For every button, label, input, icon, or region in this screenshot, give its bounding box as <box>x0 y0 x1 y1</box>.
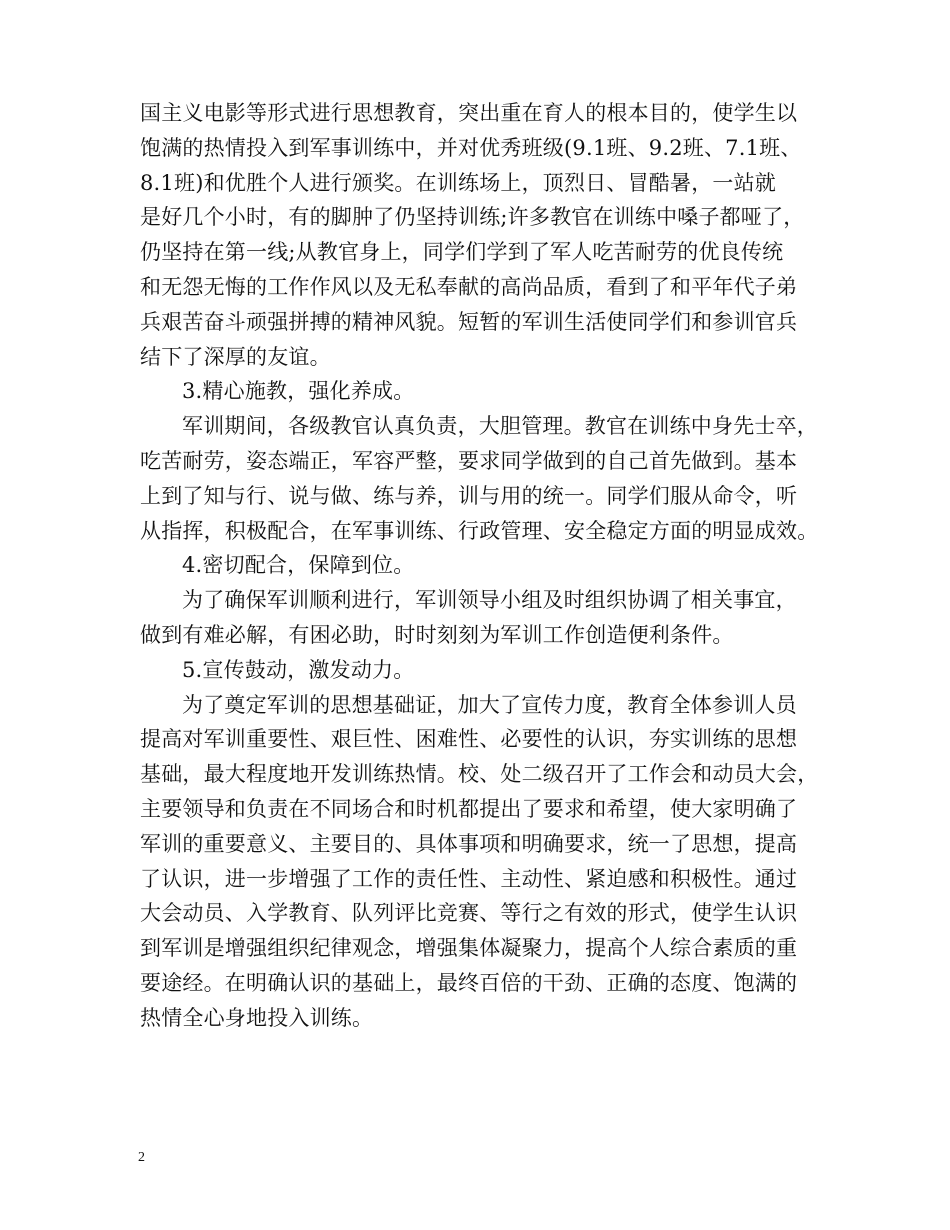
text-line: 到军训是增强组织纪律观念，增强集体凝聚力，提高个人综合素质的重 <box>140 936 798 961</box>
text-line: 军训的重要意义、主要目的、具体事项和明确要求，统一了思想，提高 <box>140 831 798 856</box>
text-line: 国主义电影等形式进行思想教育，突出重在育人的根本目的，使学生以 <box>140 101 798 125</box>
text-line: 8.1班)和优胜个人进行颁奖。在训练场上，顶烈日、冒酷暑，一站就 <box>140 170 776 195</box>
text-line: 了认识，进一步增强了工作的责任性、主动性、紧迫感和积极性。通过 <box>140 866 798 891</box>
text-line: 从指挥，积极配合，在军事训练、行政管理、安全稳定方面的明显成效。 <box>140 518 819 543</box>
text-line: 上到了知与行、说与做、练与养，训与用的统一。同学们服从命令，听 <box>140 483 798 508</box>
body-text <box>140 96 840 1036</box>
text-line: 兵艰苦奋斗顽强拼搏的精神风貌。短暂的军训生活使同学们和参训官兵 <box>140 309 798 334</box>
text-line: 要途经。在明确认识的基础上，最终百倍的干劲、正确的态度、饱满的 <box>140 970 798 995</box>
text-line: 是好几个小时，有的脚肿了仍坚持训练;许多教官在训练中嗓子都哑了， <box>140 205 805 230</box>
text-line: 提高对军训重要性、艰巨性、困难性、必要性的认识，夯实训练的思想 <box>140 727 798 752</box>
text-line: 饱满的热情投入到军事训练中，并对优秀班级(9.1班、9.2班、7.1班、 <box>140 135 802 160</box>
text-line: 主要领导和负责在不同场合和时机都提出了要求和希望，使大家明确了 <box>140 796 798 821</box>
text-line: 5.宣传鼓动，激发动力。 <box>182 657 415 682</box>
text-line: 做到有难必解，有困必助，时时刻刻为军训工作创造便利条件。 <box>140 622 734 647</box>
text-line: 仍坚持在第一线;从教官身上，同学们学到了军人吃苦耐劳的优良传统 <box>140 240 784 265</box>
text-line: 军训期间，各级教官认真负责，大胆管理。教官在训练中身先士卒， <box>182 414 818 439</box>
text-line: 4.密切配合，保障到位。 <box>182 553 415 578</box>
page-number: 2 <box>138 1150 145 1165</box>
text-line: 3.精心施教，强化养成。 <box>182 379 415 404</box>
text-line: 为了奠定军训的思想基础证，加大了宣传力度，教育全体参训人员 <box>182 692 797 717</box>
text-line: 结下了深厚的友谊。 <box>140 344 331 369</box>
text-line: 基础，最大程度地开发训练热情。校、处二级召开了工作会和动员大会， <box>140 762 819 787</box>
text-line: 吃苦耐劳，姿态端正，军容严整，要求同学做到的自己首先做到。基本 <box>140 448 798 473</box>
text-line: 热情全心身地投入训练。 <box>140 1005 374 1030</box>
text-line: 和无怨无悔的工作作风以及无私奉献的高尚品质，看到了和平年代子弟 <box>140 274 798 299</box>
text-line: 为了确保军训顺利进行，军训领导小组及时组织协调了相关事宜， <box>182 588 797 613</box>
text-line: 大会动员、入学教育、队列评比竞赛、等行之有效的形式，使学生认识 <box>140 901 798 926</box>
